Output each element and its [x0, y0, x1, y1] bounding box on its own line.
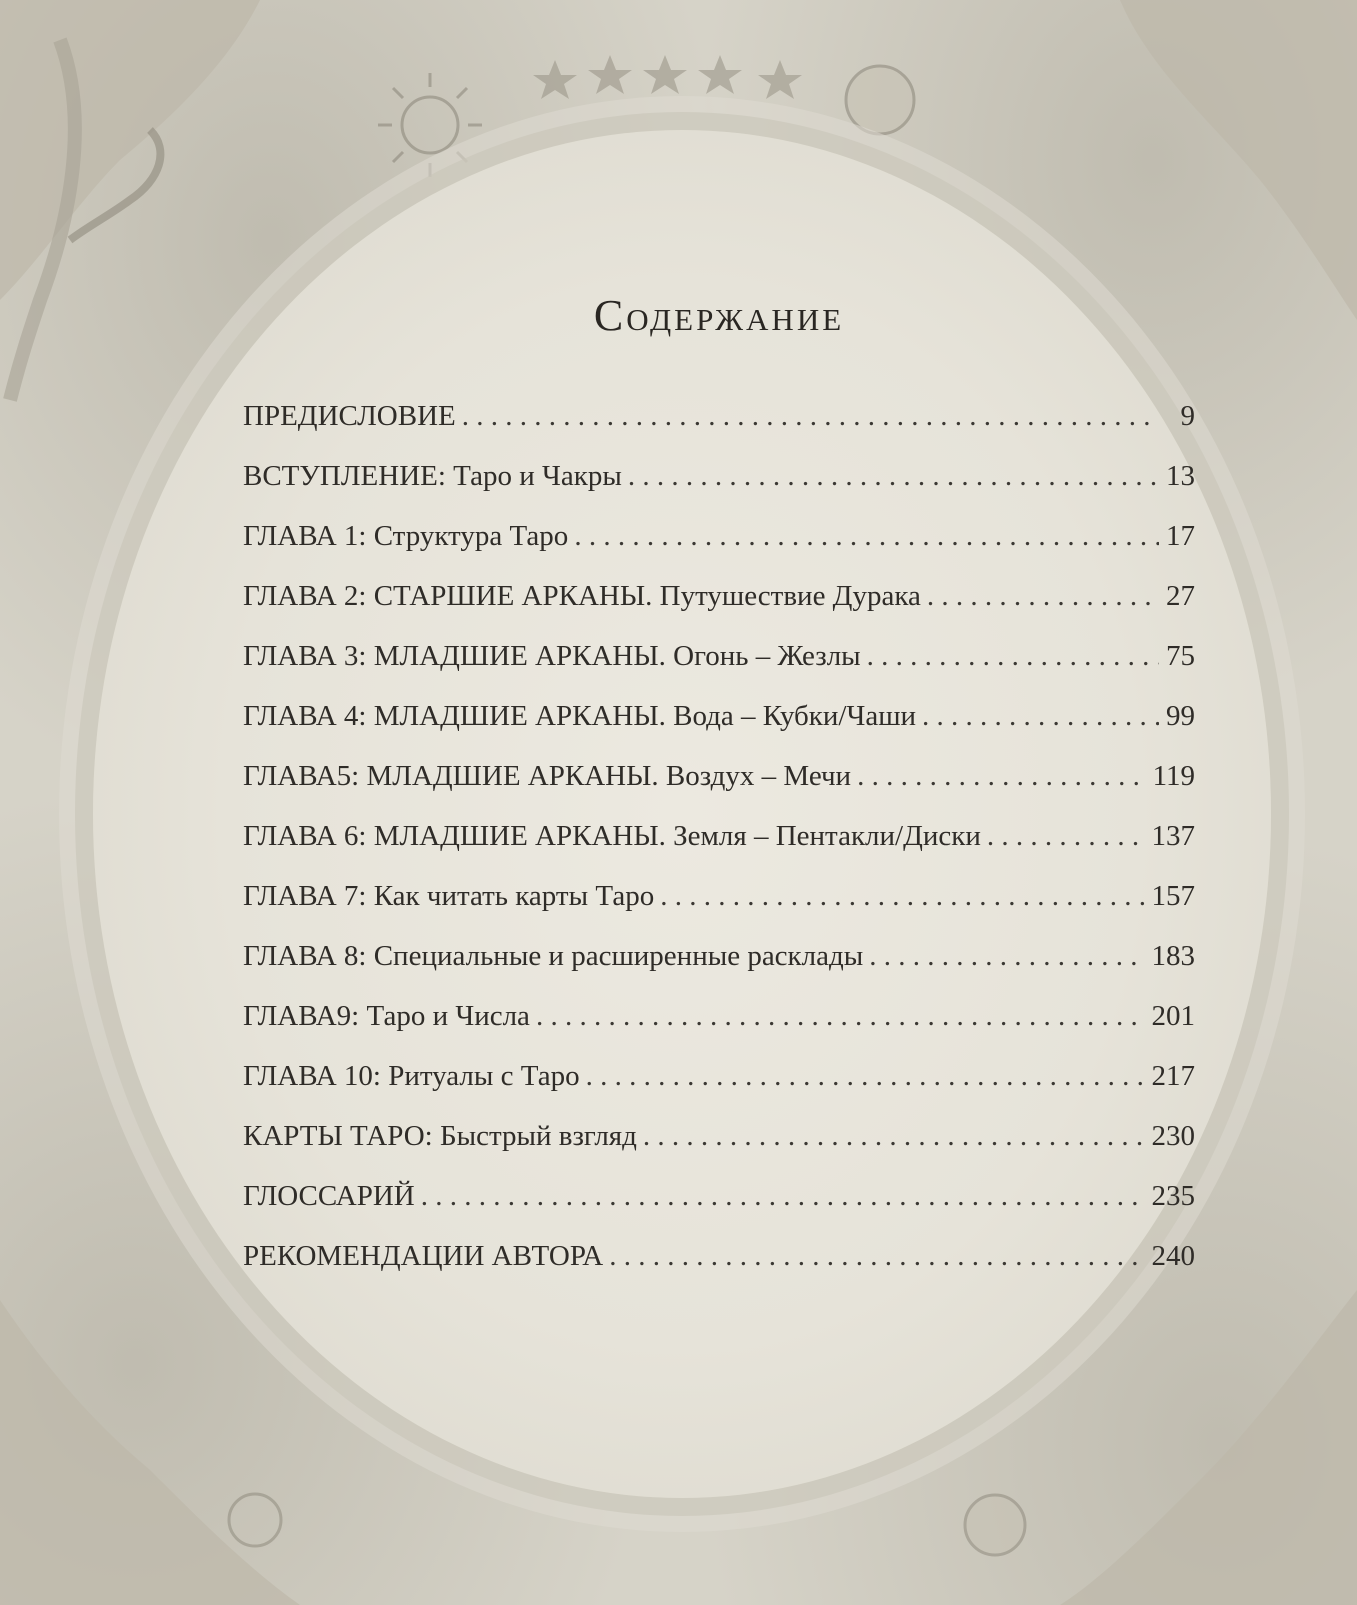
toc-dot-leader — [536, 986, 1146, 1046]
toc-entry-label: ГЛАВА 8: Специальные и расширенные расклады — [243, 940, 864, 972]
toc-entry-label: ГЛАВА9: Таро и Числа — [243, 1000, 530, 1032]
toc-entry-label: ГЛАВА 2: СТАРШИЕ АРКАНЫ. Путушествие Дурака — [243, 580, 921, 612]
toc-entry-label: ГЛОССАРИЙ — [243, 1180, 415, 1212]
table-of-contents — [243, 290, 1195, 1286]
sun-icon — [378, 73, 482, 177]
toc-entry-label: ГЛАВА 4: МЛАДШИЕ АРКАНЫ. Вода – Кубки/Чаши — [243, 700, 917, 732]
toc-dot-leader — [586, 1046, 1146, 1106]
toc-dot-leader — [643, 1106, 1146, 1166]
toc-entry — [243, 686, 1195, 746]
toc-entry — [243, 566, 1195, 626]
moon-icon — [965, 1495, 1025, 1555]
toc-dot-leader — [421, 1166, 1146, 1226]
toc-entry — [243, 1046, 1195, 1106]
star-icon — [533, 55, 802, 99]
toc-entry — [243, 806, 1195, 866]
toc-entry-label: РЕКОМЕНДАЦИИ АВТОРА — [243, 1240, 604, 1272]
toc-entry-page: 9 — [1180, 400, 1195, 432]
toc-entry — [243, 1166, 1195, 1226]
toc-entry-label: ВСТУПЛЕНИЕ: Таро и Чакры — [243, 460, 622, 492]
toc-entry-page: 137 — [1151, 820, 1195, 852]
toc-title: Содержание — [593, 291, 845, 340]
toc-entry-page: 230 — [1151, 1120, 1195, 1152]
toc-dot-leader — [660, 866, 1145, 926]
toc-entry — [243, 386, 1195, 446]
toc-entry-label: ГЛАВА 7: Как читать карты Таро — [243, 880, 655, 912]
toc-entry — [243, 746, 1195, 806]
toc-entry-label: ГЛАВА5: МЛАДШИЕ АРКАНЫ. Воздух – Мечи — [243, 760, 852, 792]
toc-dot-leader — [922, 686, 1159, 746]
toc-dot-leader — [857, 746, 1146, 806]
toc-entry-label: ГЛАВА 3: МЛАДШИЕ АРКАНЫ. Огонь – Жезлы — [243, 640, 861, 672]
toc-entry — [243, 926, 1195, 986]
toc-dot-leader — [927, 566, 1159, 626]
toc-entry-label: ГЛАВА 6: МЛАДШИЕ АРКАНЫ. Земля – Пентакли/Диски — [243, 820, 981, 852]
toc-entry-page: 157 — [1151, 880, 1195, 912]
toc-entry-page: 119 — [1152, 760, 1195, 792]
toc-entry-page: 17 — [1166, 520, 1195, 552]
toc-entry-page: 75 — [1166, 640, 1195, 672]
toc-entry-page: 13 — [1166, 460, 1195, 492]
toc-entry-label: ГЛАВА 1: Структура Таро — [243, 520, 569, 552]
toc-entry — [243, 1226, 1195, 1286]
toc-entry-page: 99 — [1166, 700, 1195, 732]
sun-icon — [229, 1494, 281, 1546]
moon-icon — [846, 66, 914, 134]
toc-entry — [243, 1106, 1195, 1166]
toc-entry-page: 201 — [1151, 1000, 1195, 1032]
toc-dot-leader — [628, 446, 1159, 506]
toc-entry-label: ГЛАВА 10: Ритуалы с Таро — [243, 1060, 580, 1092]
toc-entry-label: ПРЕДИСЛОВИЕ — [243, 400, 456, 432]
toc-entry-page: 240 — [1151, 1240, 1195, 1272]
toc-dot-leader — [574, 506, 1159, 566]
toc-dot-leader — [987, 806, 1146, 866]
toc-entry — [243, 506, 1195, 566]
toc-entry-page: 183 — [1151, 940, 1195, 972]
toc-entry — [243, 626, 1195, 686]
toc-entry — [243, 446, 1195, 506]
toc-entry-page: 27 — [1166, 580, 1195, 612]
toc-entry-page: 217 — [1151, 1060, 1195, 1092]
toc-dot-leader — [867, 626, 1159, 686]
toc-entry — [243, 986, 1195, 1046]
toc-entry — [243, 866, 1195, 926]
toc-dot-leader — [462, 386, 1159, 446]
toc-dot-leader — [609, 1226, 1145, 1286]
toc-entry-page: 235 — [1151, 1180, 1195, 1212]
toc-entry-label: КАРТЫ ТАРО: Быстрый взгляд — [243, 1120, 637, 1152]
toc-list — [243, 386, 1195, 1286]
toc-dot-leader — [869, 926, 1145, 986]
